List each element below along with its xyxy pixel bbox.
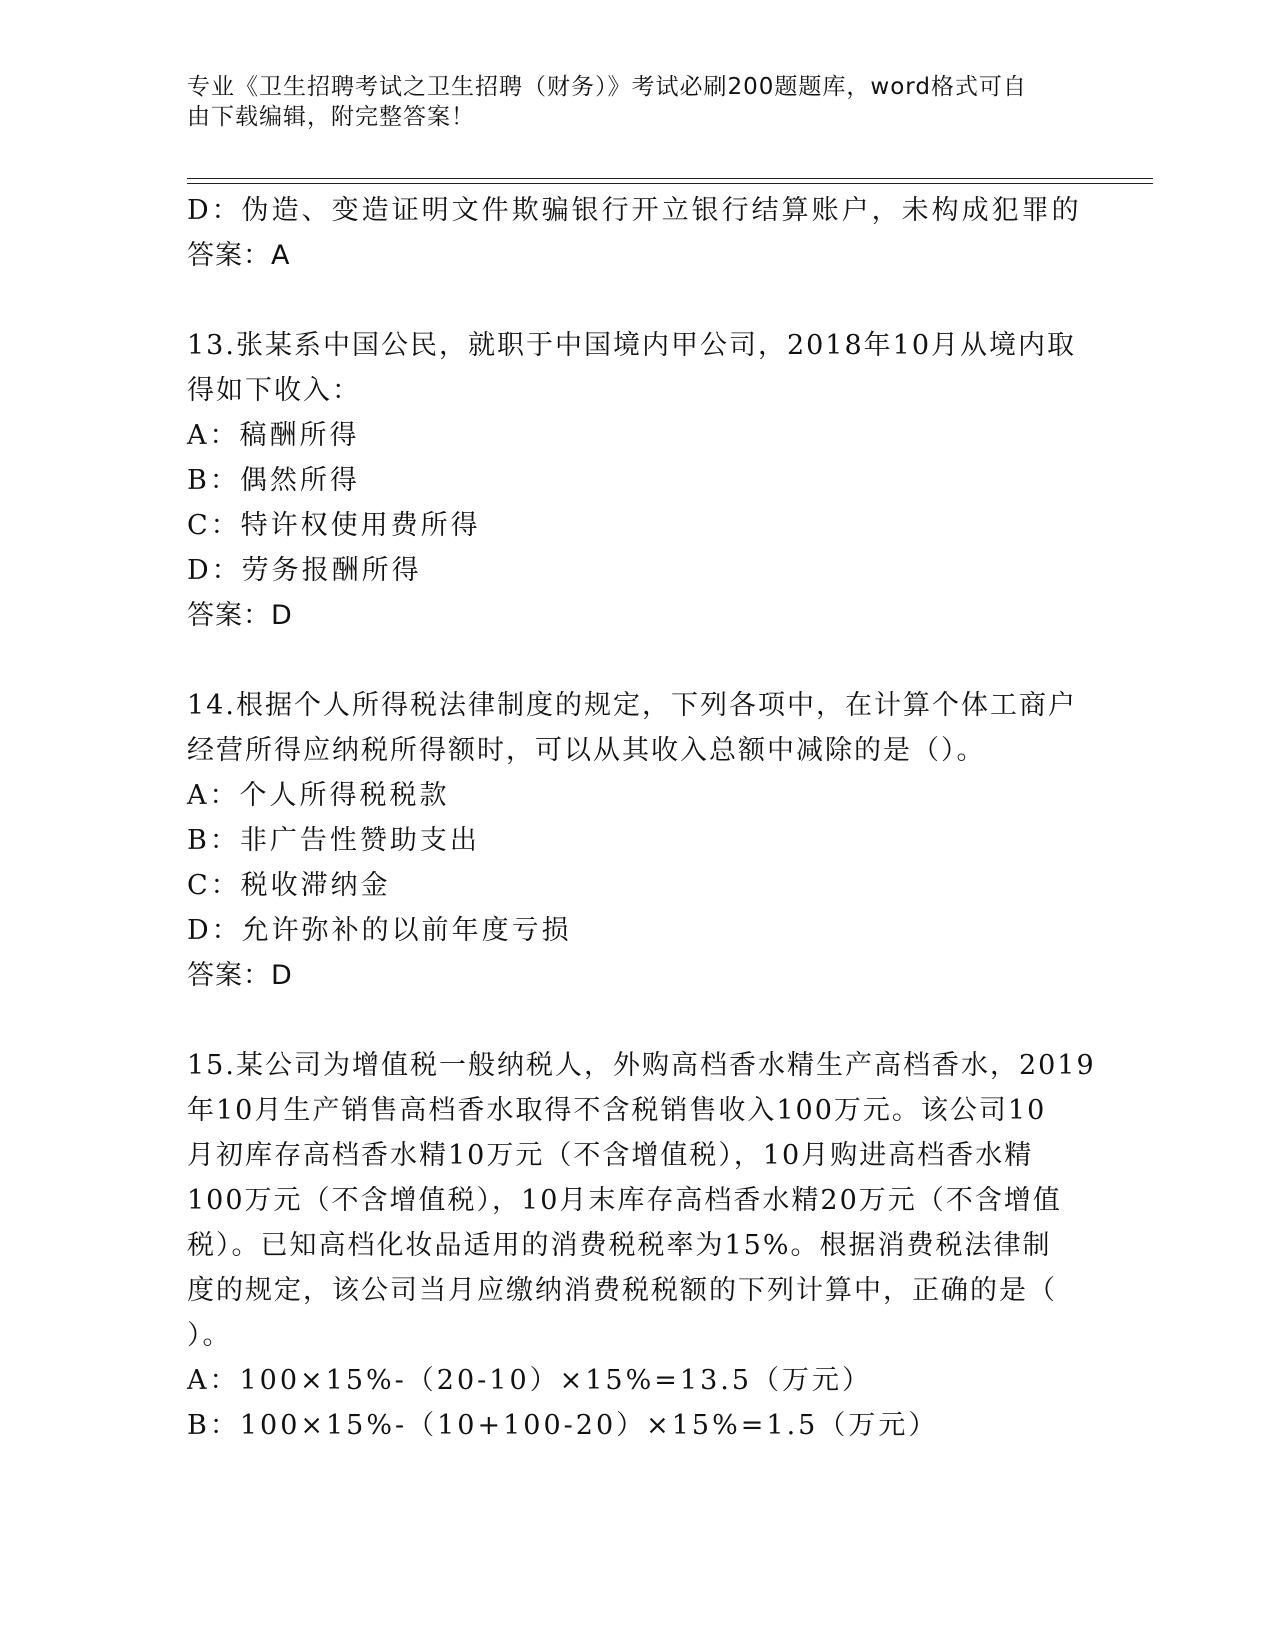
question-13-option-d: D：劳务报酬所得 <box>187 555 422 586</box>
question-13 <box>187 323 1077 638</box>
document-header <box>187 72 1067 132</box>
question-13-option-c: C：特许权使用费所得 <box>187 510 481 541</box>
spacer <box>187 998 1067 1043</box>
question-13-option-b: B：偶然所得 <box>187 465 360 496</box>
header-line-1: 专业《卫生招聘考试之卫生招聘（财务）》考试必刷200题题库，word格式可自 <box>187 74 1027 100</box>
question-12-answer: 答案：A <box>187 240 291 271</box>
question-14-stem-line: 经营所得应纳税所得额时，可以从其收入总额中减除的是（）。 <box>187 735 986 766</box>
spacer <box>187 638 1067 683</box>
header-divider-top <box>187 178 1153 179</box>
question-14-answer: 答案：D <box>187 960 293 991</box>
question-15-stem-line: 月初库存高档香水精10万元（不含增值税），10月购进高档香水精 <box>187 1140 1034 1171</box>
question-15-option-a: A：100×15%-（20-10）×15%=13.5（万元） <box>187 1365 873 1396</box>
document-body <box>187 188 1096 1448</box>
question-14-stem-line: 14.根据个人所得税法律制度的规定，下列各项中，在计算个体工商户 <box>187 690 1077 721</box>
question-14-option-d: D：允许弥补的以前年度亏损 <box>187 915 572 946</box>
spacer <box>187 278 1067 323</box>
question-14-option-a: A：个人所得税税款 <box>187 780 450 811</box>
question-13-answer: 答案：D <box>187 600 293 631</box>
question-15-stem-line: 税）。已知高档化妆品适用的消费税税率为15%。根据消费税法律制 <box>187 1230 1052 1261</box>
header-line-2: 由下载编辑，附完整答案！ <box>187 104 475 130</box>
question-12-option-d: D：伪造、变造证明文件欺骗银行开立银行结算账户，未构成犯罪的 <box>187 195 1082 226</box>
question-13-stem <box>187 323 1077 413</box>
question-15-stem-line: 100万元（不含增值税），10月末库存高档香水精20万元（不含增值 <box>187 1185 1062 1216</box>
question-15-stem <box>187 1043 1096 1358</box>
question-14-option-c: C：税收滞纳金 <box>187 870 391 901</box>
question-15 <box>187 1043 1096 1448</box>
question-14 <box>187 683 1077 998</box>
question-12-tail <box>187 188 1082 278</box>
question-13-option-a: A：稿酬所得 <box>187 420 360 451</box>
question-15-stem-line: 度的规定，该公司当月应缴纳消费税税额的下列计算中，正确的是（ <box>187 1275 1057 1306</box>
question-15-option-b: B：100×15%-（10+100-20）×15%=1.5（万元） <box>187 1410 939 1441</box>
question-13-stem-line: 得如下收入： <box>187 375 361 406</box>
question-14-stem <box>187 683 1077 773</box>
question-14-option-b: B：非广告性赞助支出 <box>187 825 480 856</box>
header-divider-bottom <box>187 183 1153 184</box>
question-15-stem-line: 15.某公司为增值税一般纳税人，外购高档香水精生产高档香水，2019 <box>187 1050 1096 1081</box>
question-13-stem-line: 13.张某系中国公民，就职于中国境内甲公司，2018年10月从境内取 <box>187 330 1077 361</box>
question-15-stem-line: 年10月生产销售高档香水取得不含税销售收入100万元。该公司10 <box>187 1095 1047 1126</box>
question-15-stem-line: ）。 <box>187 1320 232 1351</box>
